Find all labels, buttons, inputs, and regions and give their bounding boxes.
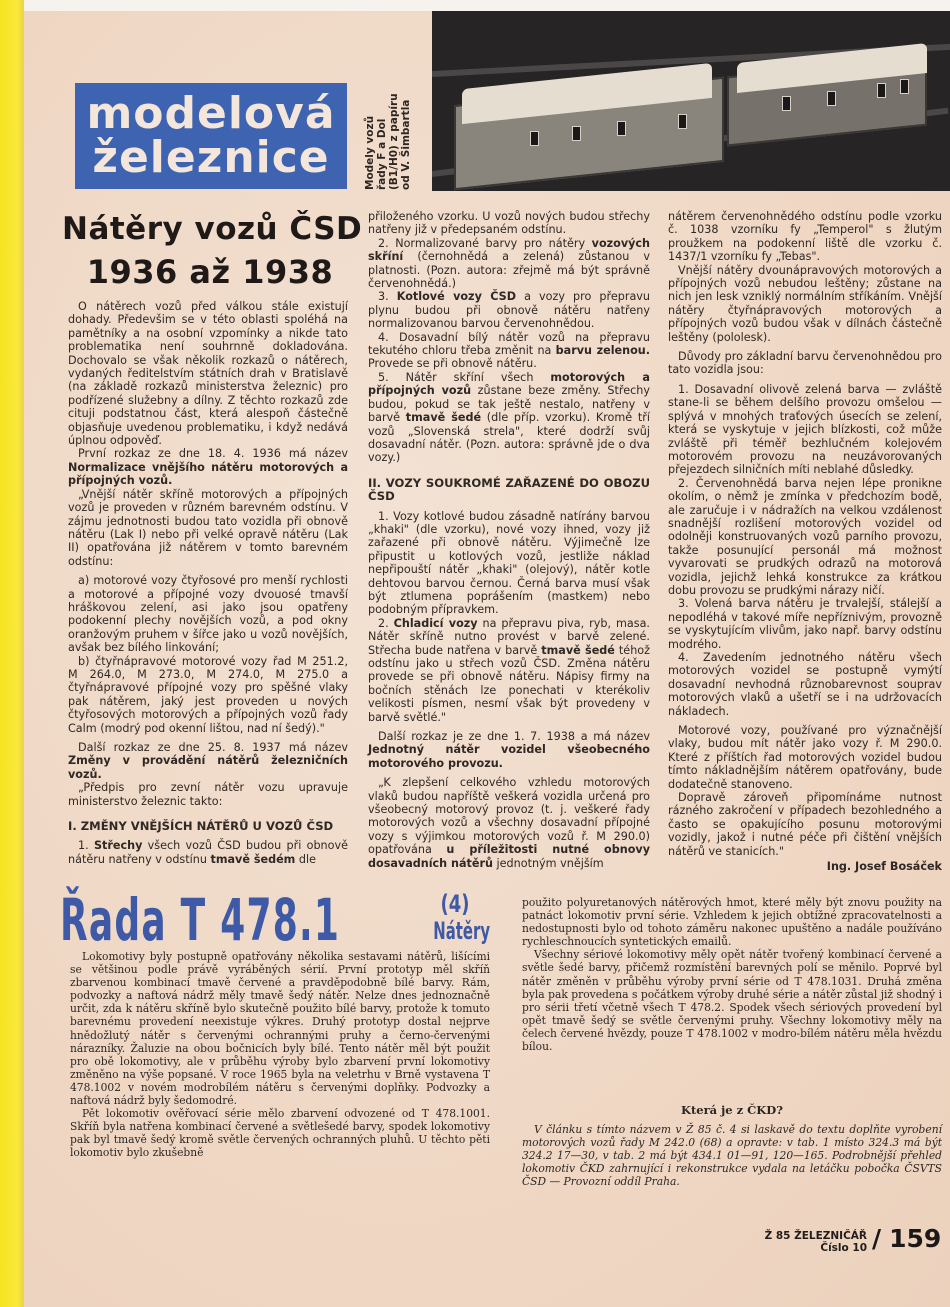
bold-term: barvu zelenou. bbox=[555, 344, 650, 358]
text-run: Provede se při obnově nátěru. bbox=[368, 357, 537, 371]
magazine-name: Ž 85 ŽELEZNIČÁŘ bbox=[764, 1230, 867, 1242]
section-heading: I. ZMĚNY VNĚJŠÍCH NÁTĚRŮ U VOZŮ ČSD bbox=[68, 819, 334, 834]
correction-text: V článku s tímto názvem v Ž 85 č. 4 si laskavě do textu doplňte vyrobení motorových vozů řady M 242.0 (68) a opravte: v tab. 1 místo 324.3 má být 324.2 17—30, v tab. 2 má být 434.1 01—91, 120—165. Podrobnější přehled lokomotiv ČKD zahrnující i rekonstrukce vydala na letáčku pobočka ČSVTS ČSD — Provozní oddíl Praha. bbox=[522, 1123, 942, 1189]
text-run: téhož odstínu jako u střech vozů ČSD. Změna nátěru provede se při obnově nátěru. Nápisy firmy na bočních stěnách lze ponechati v kterékoliv velikosti písmen, nesmí však být provedeny v barvě světlé." bbox=[368, 643, 650, 724]
bold-term: vozových skříní bbox=[368, 236, 651, 264]
text-run: všech vozů ČSD budou při obnově nátěru natřeny v odstínu bbox=[68, 839, 348, 866]
photo-window bbox=[617, 121, 626, 136]
bold-term: tmavě šedé bbox=[405, 411, 482, 425]
paragraph bbox=[368, 331, 650, 371]
photo-window bbox=[530, 131, 539, 146]
paragraph: 1. Vozy kotlové budou zásadně natírány barvou „khaki" (dle vzorku), nové vozy ihned, vozy již zařazené při obnově nátěru. Výjimečně lze připustit u kotlových vozů, jestliže náklad nepřipouští nátěr „khaki" (olejový), nátěr kotle dehtovou barvou černou. Černá barva musí však být ztlumena poprášením (mastkem) nebo podobným přípravkem. bbox=[368, 509, 650, 617]
paragraph: 2. Červenohnědá barva nejen lépe proniknе okolím, o němž je zmínka v předchozím bodě, ale zaručuje i v nádražích na velkou vzdálenost snadnější rozlišení motorových vozidel od odolněji konstruovaných vozů parního provozu, takže posunující personál má možnost vyvarovati se prudkých odrazů na motorová vozidla, jejichž lehká konstrukce za krátkou dobu provozu se prudkými nárazy ničí. bbox=[668, 476, 942, 597]
paragraph: 3. Volená barva nátěru je trvalejší, stálejší a nepodléhá v takové míře nepříznivým, provozně se vyskytujícím vlivům, jako např. barvy odstínu modrého. bbox=[668, 597, 942, 651]
bold-term: Chladicí vozy bbox=[393, 616, 478, 630]
photo-window bbox=[782, 96, 791, 111]
correction-title: Která je z ČKD? bbox=[680, 1103, 783, 1117]
text-run: 1. bbox=[78, 839, 89, 853]
paragraph: Všechny sériové lokomotivy měly opět nátěr tvořený kombinací červené a světle šedé barvy, přičemž rozmístění barevných polí se měnilo. Poprvé byl nátěr změněn v průběhu výroby první série od T 478.1031. Druhá změna byla pak provedena s počátkem výroby druhé série a nátěr zůstal již shodný i pro sérii třetí včetně všech T 478.2. Spodek všech sériových provedení byl opět tmavě šedý se světle červenými pruhy. Všechny lokomotivy měly na čelech červené hvězdy, pouze T 478.1002 v modro-bílém nátěru měla hvězdu bílou. bbox=[522, 948, 942, 1054]
text-run: jednotným vnějším bbox=[496, 856, 604, 870]
page-number bbox=[872, 1225, 941, 1253]
part-title: Nátěry bbox=[433, 917, 491, 945]
text-run: Další rozkaz je ze dne 1. 7. 1938 a má název bbox=[378, 730, 650, 744]
bold-term: Kotlové vozy ČSD bbox=[396, 290, 517, 304]
section-logo bbox=[75, 83, 347, 189]
bold-title: Normalizace vnějšího nátěru motorových a přípojných vozů. bbox=[68, 460, 348, 488]
paragraph: přiloženého vzorku. U vozů nových budou střechy natřeny již v předepsaném odstínu. bbox=[368, 210, 650, 237]
paragraph: „Vnější nátěr skříně motorových a přípojných vozů je proveden v různém barevném odstínu. V zájmu jednotnosti budou tato vozidla při obnově nátěru (Lak I) nebo při velké opravě nátěru (Lak II) opatřována již nátěrem v tomto barevném odstínu: bbox=[68, 487, 348, 568]
page-top-margin bbox=[24, 0, 950, 11]
article-column-3 bbox=[668, 210, 942, 874]
caption-line: řady F a Dol bbox=[376, 118, 388, 190]
page-slash: / bbox=[872, 1224, 882, 1253]
paragraph bbox=[68, 741, 348, 781]
article-column-2 bbox=[368, 210, 650, 870]
bold-term: u příležitosti nutné obnovy dosavadních nátěrů bbox=[368, 843, 650, 870]
page-number-value: 159 bbox=[889, 1224, 942, 1253]
text-run: (dle příp. vzorku). Kromě tří vozů „Slovenská strela", které dodrží svůj dosavadní nátěr. (Pozn. autora: správně jde o dva vozy.) bbox=[368, 411, 650, 465]
paragraph: Motorové vozy, používané pro význačnější vlaky, budou mít nátěr jako vozy ř. M 290.0. Které z příštích řad motorových vozidel budou tímto nákladnějším nátěrem opatřovány, bude dodatečně stanoveno. bbox=[668, 724, 942, 791]
paragraph: použito polyuretanových nátěrových hmot, které měly být znovu použity na patnáct lokomotiv první série. Vzhledem k jejich obtížné zpracovatelnosti a nedostupnosti bylo od tohoto záměru nakonec upuštěno a nadále používáno rychleschnoucích syntetických emailů. bbox=[522, 896, 942, 949]
text-run: na přepravu piva, ryb, masa. Nátěr skříně nutno provést v barvě zelené. Střecha bude natřena v barvě bbox=[368, 616, 650, 657]
bold-title: Jednotný nátěr vozidel všeobecného motorového provozu. bbox=[368, 743, 650, 770]
article2-left-column bbox=[70, 950, 490, 1160]
paragraph: Dopravě zároveň připomínáme nutnost rázného zakročení v případech bezohledného a často se opakujícího posunu motorovými vozidly, jakož i nutné péče při čištění vnějších nátěrů ve stanicích." bbox=[668, 791, 942, 858]
paragraph: Vnější nátěry dvounápravových motorových a přípojných vozů nebudou leštěny; zůstane na nich jen lesk vzniklý normálním stříkáním. Vnější nátěry čtyřnápravových motorových a přípojných vozů budou však v dílnách částečně leštěny (pololesk). bbox=[668, 263, 942, 344]
photo-window bbox=[572, 126, 581, 141]
paragraph bbox=[68, 839, 348, 866]
logo-line-2: železnice bbox=[92, 132, 330, 183]
bold-term: motorových a přípojných vozů bbox=[368, 370, 650, 398]
article2-title: Řada T 478.1 bbox=[60, 886, 341, 954]
paragraph: Lokomotivy byly postupně opatřovány několika sestavami nátěrů, lišícími se většinou podle právě vyráběných sérií. První prototyp měl skříň zbarvenou kombinací tmavě červené a pravděpodobně bílé barvy. Rám, podvozky a naftová nádrž měly tmavě šedý nátěr. Nelze dnes jednoznačně určit, zda k nátěru skříně bylo skutečně použito bílé barvy, protože k tomuto barevnému provedení neexistuje výkres. Druhý prototyp dostal nejprve hnědožlutý nátěr s červenými ochrannými pruhy a černo-červenými nárazníky. Žaluzie na obou bočnicích byly bílé. Tento nátěr měl být použit pro obě lokomotivy, ale v průběhu výroby bylo zbarvení první lokomotivy změněno na výše popsané. V roce 1965 byla na veletrhu v Brně vystavena T 478.1002 v novém modrobílém nátěru s červenými doplňky. Podvozky a naftová nádrž byly šedomodré. bbox=[70, 950, 490, 1108]
article2-part bbox=[420, 891, 490, 945]
bold-term: tmavě šedém bbox=[210, 852, 296, 866]
photo-window bbox=[900, 79, 909, 94]
article2-block bbox=[0, 888, 950, 1265]
headline-line-1: Nátěry vozů ČSD bbox=[62, 211, 363, 247]
section-heading: II. VOZY SOUKROMÉ ZAŘAZENÉ DO OBOZU ČSD bbox=[368, 475, 650, 504]
text-run: 2. bbox=[378, 616, 389, 630]
text-run: „K zlepšení celkového vzhledu motorových vlaků budou napříště veškerá vozidla určená pro všeobecný motorový provoz (t. j. veškeré řady motorových vozů a všechny dosavadní přípojné vozy s výjimkou motorových vozů ř. M 290.0) opatřována bbox=[368, 776, 650, 857]
text-run: 2. Normalizované barvy pro nátěry bbox=[378, 236, 586, 250]
paragraph: Pět lokomotiv ověřovací série mělo zbarvení odvozené od T 478.1001. Skříň byla natřena kombinací červené a světlešedé barvy, spodek lokomotivy pak byl tmavě šedý kromě světle červených ochranných pluhů. U těchto pěti lokomotiv bylo zkušebně bbox=[70, 1107, 490, 1160]
paragraph bbox=[368, 290, 650, 330]
caption-line: od V. Šimbartla bbox=[400, 99, 412, 190]
paragraph: nátěrem červenohnědého odstínu podle vzorku č. 1038 vzorníku fy „Temperol" s žlutým proužkem na podokenní liště dle vzorku č. 1437/1 vzorníku fy „Tebas". bbox=[668, 210, 942, 264]
text-run: (černohnědá a zelená) zůstanou v platnosti. (Pozn. autora: zřejmě má být správně červenohnědá.) bbox=[368, 250, 650, 291]
caption-line: (B1/H0) z papíru bbox=[388, 93, 400, 190]
paragraph: 1. Dosavadní olivově zelená barva — zvláště stane-li se během delšího provozu omšelou — splývá v mnohých traťových úsecích se zelení, která se vyskytuje v jejich blízkosti, což může zvláště při téměř bezhlučném kolejovém motorovém provozu na neuzávorovaných přejezdech silničních míti neblahé důsledky. bbox=[668, 382, 942, 477]
text-run: Další rozkaz ze dne 25. 8. 1937 má název bbox=[78, 741, 348, 754]
bold-title: Změny v provádění nátěrů železničních vozů. bbox=[68, 754, 348, 781]
paragraph: a) motorové vozy čtyřosové pro menší rychlosti a motorové a přípojné vozy dvouosé tmavší hráškovou zelení, asi jako jsou opatřeny podokenní plechy novějších vozů, a pod okny oranžovým pruhem v šířce jako u vozů novějších, avšak bez bílého linkování; bbox=[68, 574, 348, 655]
paragraph bbox=[368, 730, 650, 770]
bold-term: Střechy bbox=[93, 839, 143, 853]
headline-line-2: 1936 až 1938 bbox=[86, 253, 334, 291]
article-headline bbox=[62, 208, 363, 294]
paragraph bbox=[368, 237, 650, 291]
text-run: zůstane beze změny. Střechy budou, pokud se tak ještě nestalo, natřeny v barvě bbox=[368, 384, 651, 425]
part-number: (4) bbox=[440, 890, 470, 918]
paragraph: „Předpis pro zevní nátěr vozu upravuje ministerstvo železnic takto: bbox=[68, 781, 348, 808]
author-signature: Ing. Josef Bosáček bbox=[826, 860, 942, 874]
text-run: První rozkaz ze dne 18. 4. 1936 má název bbox=[78, 447, 348, 461]
logo-line-1: modelová bbox=[86, 88, 336, 139]
paragraph: b) čtyřnápravové motorové vozy řad M 251.2, M 264.0, M 273.0, M 274.0, M 275.0 a čtyřnápravové přípojné vozy pro spěšné vlaky pak nátěrem, jaký jest proveden u nových čtyřosových motorových a přípojných vozů řady Calm (modrý pod okenní lištou, nad ní šedý)." bbox=[68, 654, 348, 735]
photo-window bbox=[678, 114, 687, 129]
caption-line: Modely vozů bbox=[364, 115, 376, 190]
paragraph bbox=[368, 371, 650, 465]
article2-right-column bbox=[522, 896, 942, 1053]
photo-window bbox=[877, 83, 886, 98]
text-run: a vozy pro přepravu plynu budou při obnově nátěru natřeny normalizovanou barvou červenohnědou. bbox=[368, 290, 651, 331]
paragraph bbox=[368, 617, 650, 724]
text-run: dle bbox=[298, 852, 316, 866]
text-run: 4. Dosavadní bílý nátěr vozů na přepravu tekutého chloru třeba změnit na bbox=[368, 330, 650, 358]
text-run: 3. bbox=[378, 290, 389, 304]
paragraph: 4. Zavedením jednotného nátěru všech motorových vozidel se postupně vymýtí dosavadní nevhodná různobarevnost souprav motorových vlaků a ušetří se i na udržovacích nákladech. bbox=[668, 651, 942, 718]
paragraph bbox=[68, 447, 348, 487]
paragraph bbox=[368, 776, 650, 870]
photo-model-railway-cars bbox=[432, 11, 950, 191]
paragraph: O nátěrech vozů před válkou stále existují dohady. Předevšim se v této oblasti spoléhá na pamětníky a na osobní vzpomínky a nikde tato problematika není souhrnně dokladována. Dochovalo se však několik rozkazů o nátěrech, vydaných ředitelstvím státních drah v Bratislavě (na základě rozkazů ministerstva železnic) pro podřízené služebny a dílny. Z těchto rozkazů zde cituji podstatnou část, která alespoň částečně objasňuje uvedenou problematiku, i když nedává úplnou odpověď. bbox=[68, 300, 348, 448]
text-run: 5. Nátěr skříní všech bbox=[378, 370, 534, 384]
article-column-1 bbox=[68, 300, 348, 866]
photo-caption bbox=[364, 40, 412, 190]
photo-window bbox=[827, 91, 836, 106]
footer-magazine-info bbox=[737, 1230, 867, 1254]
paragraph: Důvody pro základní barvu červenohnědou pro tato vozidla jsou: bbox=[668, 350, 942, 377]
bold-term: tmavě šedé bbox=[541, 643, 615, 657]
issue-number: Číslo 10 bbox=[820, 1242, 867, 1254]
